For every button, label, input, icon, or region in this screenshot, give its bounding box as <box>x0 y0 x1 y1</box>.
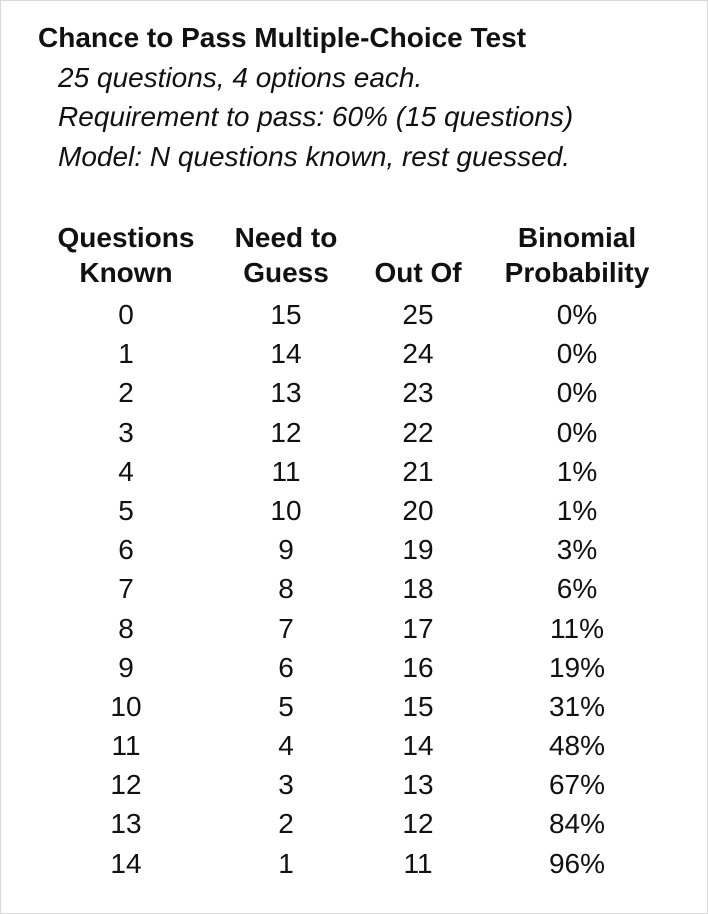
column-header-out-of <box>360 255 476 290</box>
cell-binomial-probability: 67% <box>548 769 606 801</box>
cell-need-to-guess: 13 <box>270 377 302 409</box>
cell-out-of: 24 <box>402 338 434 370</box>
cell-out-of: 15 <box>402 690 434 722</box>
table-row <box>0 726 708 765</box>
cell-binomial-probability: 0% <box>556 299 598 330</box>
cell-questions-known: 2 <box>118 377 134 409</box>
cell-need-to-guess: 10 <box>270 494 302 526</box>
cell-questions-known: 13 <box>110 808 142 840</box>
cell-binomial-probability: 48% <box>548 730 606 762</box>
table-row <box>0 765 708 804</box>
column-header-need-to-guess <box>228 220 344 290</box>
cell-questions-known: 11 <box>111 730 141 762</box>
table-row <box>0 334 708 373</box>
cell-need-to-guess: 6 <box>278 651 294 683</box>
cell-need-to-guess: 15 <box>270 299 302 330</box>
cell-need-to-guess: 3 <box>278 769 294 801</box>
cell-questions-known: 10 <box>110 690 142 722</box>
subtitle-line-requirement: Requirement to pass: 60% (15 questions) <box>58 101 574 132</box>
cell-need-to-guess: 5 <box>278 690 294 722</box>
cell-questions-known: 6 <box>118 534 134 566</box>
cell-need-to-guess: 7 <box>278 612 294 644</box>
cell-out-of: 20 <box>402 494 434 526</box>
cell-out-of: 13 <box>402 769 434 801</box>
cell-need-to-guess: 12 <box>270 416 302 448</box>
cell-questions-known: 8 <box>118 612 134 644</box>
subtitle-line-questions: 25 questions, 4 options each. <box>58 62 423 93</box>
column-header-line: Out Of <box>374 257 462 288</box>
cell-questions-known: 14 <box>110 847 142 879</box>
cell-need-to-guess: 8 <box>278 573 294 605</box>
table-row <box>0 687 708 726</box>
column-header-line: Binomial <box>517 222 637 253</box>
cell-out-of: 14 <box>402 730 434 762</box>
column-header-questions-known <box>50 220 202 290</box>
cell-questions-known: 9 <box>118 651 134 683</box>
column-header-binomial-probability <box>494 220 660 290</box>
cell-need-to-guess: 4 <box>278 730 294 762</box>
page-title: Chance to Pass Multiple-Choice Test <box>38 22 527 53</box>
table-row <box>0 648 708 687</box>
column-header-line: Known <box>79 257 173 288</box>
column-header-line: Guess <box>243 257 329 288</box>
cell-binomial-probability: 0% <box>556 377 598 409</box>
cell-binomial-probability: 19% <box>548 651 606 683</box>
cell-out-of: 22 <box>402 416 434 448</box>
cell-out-of: 11 <box>403 847 433 879</box>
table-body <box>0 295 708 883</box>
cell-questions-known: 12 <box>110 769 142 801</box>
table-row <box>0 844 708 883</box>
cell-out-of: 18 <box>402 573 434 605</box>
cell-out-of: 23 <box>402 377 434 409</box>
cell-need-to-guess: 9 <box>278 534 294 566</box>
cell-questions-known: 7 <box>118 573 134 605</box>
cell-need-to-guess: 2 <box>278 808 294 840</box>
cell-questions-known: 1 <box>118 338 134 370</box>
cell-out-of: 17 <box>402 612 434 644</box>
table-row <box>0 530 708 569</box>
cell-need-to-guess: 14 <box>270 338 302 370</box>
column-header-line: Questions <box>57 222 195 253</box>
cell-binomial-probability: 96% <box>548 847 606 879</box>
cell-questions-known: 4 <box>118 455 134 487</box>
cell-need-to-guess: 11 <box>271 455 301 487</box>
cell-out-of: 12 <box>402 808 434 840</box>
table-row <box>0 413 708 452</box>
cell-out-of: 16 <box>402 651 434 683</box>
cell-out-of: 19 <box>402 534 434 566</box>
cell-binomial-probability: 3% <box>556 534 598 566</box>
cell-binomial-probability: 0% <box>556 338 598 370</box>
table-row <box>0 295 708 334</box>
column-header-line: Probability <box>504 257 650 288</box>
cell-out-of: 25 <box>402 299 434 330</box>
cell-binomial-probability: 1% <box>556 494 598 526</box>
cell-binomial-probability: 1% <box>556 455 598 487</box>
cell-questions-known: 5 <box>118 494 134 526</box>
table-row <box>0 373 708 412</box>
table-row <box>0 609 708 648</box>
table-row <box>0 569 708 608</box>
cell-binomial-probability: 84% <box>548 808 606 840</box>
subtitle-line-model: Model: N questions known, rest guessed. <box>58 141 571 172</box>
cell-questions-known: 0 <box>118 299 134 330</box>
table-row <box>0 804 708 843</box>
cell-binomial-probability: 31% <box>548 690 606 722</box>
table-row <box>0 491 708 530</box>
table-row <box>0 452 708 491</box>
cell-binomial-probability: 11% <box>550 612 604 644</box>
column-header-line: Need to <box>234 222 338 253</box>
cell-binomial-probability: 6% <box>556 573 598 605</box>
cell-need-to-guess: 1 <box>278 847 294 879</box>
cell-binomial-probability: 0% <box>556 416 598 448</box>
cell-out-of: 21 <box>402 455 434 487</box>
cell-questions-known: 3 <box>118 416 134 448</box>
